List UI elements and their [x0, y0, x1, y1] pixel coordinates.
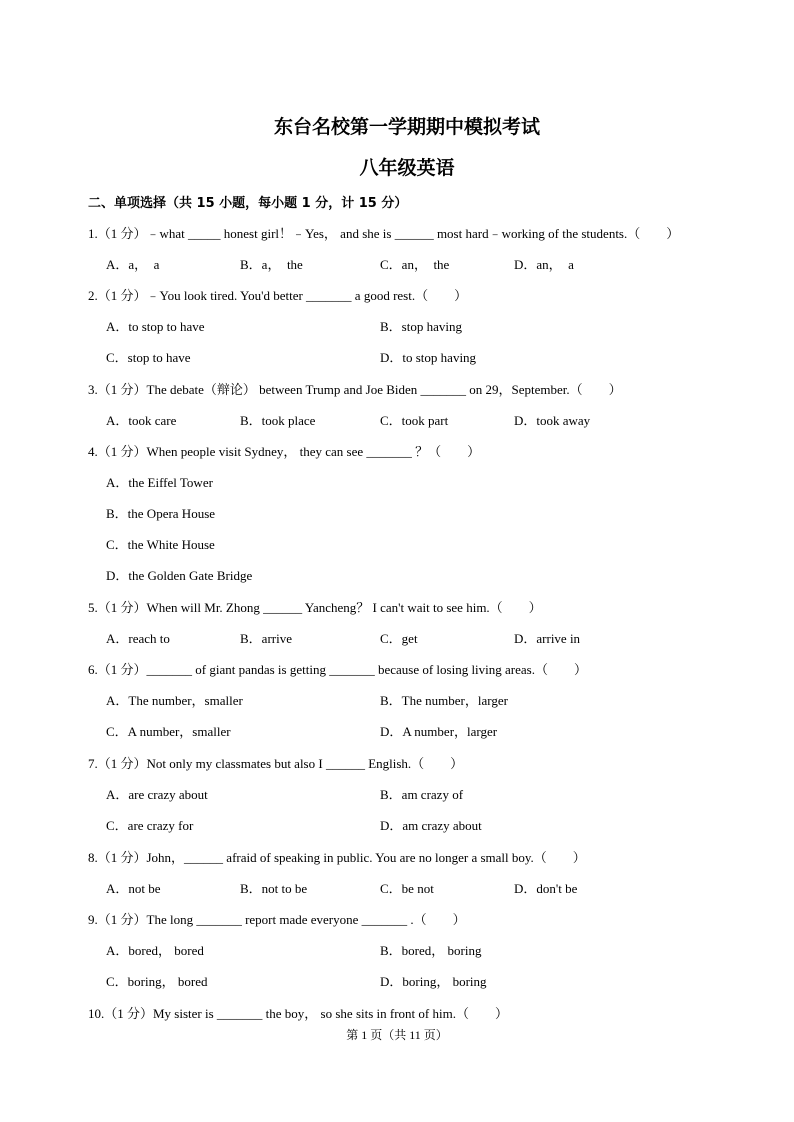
option-1-d: D．an， a [514, 257, 574, 272]
question-4: 4.（1 分）When people visit Sydney， they can see _______ ？（ ） [88, 444, 481, 459]
option-2-a: A．to stop to have [106, 319, 205, 334]
question-3: 3.（1 分）The debate（辩论） between Trump and Joe Biden _______ on 29，September.（ ） [88, 382, 622, 397]
option-3-d: D．took away [514, 413, 591, 428]
question-8: 8.（1 分）John，______ afraid of speaking in public. You are no longer a small boy.（ ） [88, 850, 586, 865]
option-2-b: B．stop having [380, 319, 462, 334]
option-8-d: D．don't be [514, 881, 578, 896]
option-7-a: A．are crazy about [106, 787, 208, 802]
option-3-a: A．took care [106, 413, 177, 428]
exam-title: 东台名校第一学期期中模拟考试 [273, 116, 540, 138]
option-4-b: B．the Opera House [106, 506, 216, 521]
option-4-c: C．the White House [106, 537, 215, 552]
option-1-c: C．an， the [380, 257, 450, 272]
question-6: 6.（1 分）_______ of giant pandas is getting _______ because of losing living areas.（ ） [88, 662, 587, 677]
page-footer: 第 1 页（共 11 页） [346, 1028, 448, 1042]
option-2-c: C．stop to have [106, 350, 191, 365]
question-9: 9.（1 分）The long _______ report made everyone _______ .（ ） [88, 912, 466, 927]
question-7: 7.（1 分）Not only my classmates but also I ______ English.（ ） [88, 756, 464, 771]
option-7-b: B．am crazy of [380, 787, 464, 802]
exam-subtitle: 八年级英语 [359, 157, 455, 179]
option-9-d: D．boring， boring [380, 974, 487, 989]
option-6-b: B．The number，larger [380, 693, 508, 708]
option-9-a: A．bored， bored [106, 943, 204, 958]
question-5: 5.（1 分）When will Mr. Zhong ______ Yancheng？ I can't wait to see him.（ ） [88, 600, 542, 615]
option-9-b: B．bored， boring [380, 943, 482, 958]
option-8-a: A．not be [106, 881, 161, 896]
option-3-b: B．took place [240, 413, 316, 428]
option-2-d: D．to stop having [380, 350, 477, 365]
question-1: 1.（1 分）﹣what _____ honest girl！﹣Yes， and she is ______ most hard﹣working of the students.（ ） [88, 226, 680, 241]
option-6-d: D．A number，larger [380, 724, 498, 739]
option-5-a: A．reach to [106, 631, 170, 646]
section-heading: 二、单项选择（共 15 小题，每小题 1 分，计 15 分） [88, 196, 408, 211]
option-6-a: A．The number，smaller [106, 693, 243, 708]
option-4-a: A．the Eiffel Tower [106, 475, 213, 490]
option-8-c: C．be not [380, 881, 434, 896]
option-1-a: A．a， a [106, 257, 160, 272]
option-5-d: D．arrive in [514, 631, 581, 646]
option-6-c: C．A number，smaller [106, 724, 231, 739]
option-5-c: C．get [380, 631, 418, 646]
question-10: 10.（1 分）My sister is _______ the boy， so she sits in front of him.（ ） [88, 1006, 508, 1021]
option-8-b: B．not to be [240, 881, 308, 896]
option-7-d: D．am crazy about [380, 818, 482, 833]
option-3-c: C．took part [380, 413, 449, 428]
option-7-c: C．are crazy for [106, 818, 194, 833]
question-2: 2.（1 分）﹣You look tired. You'd better _______ a good rest.（ ） [88, 288, 468, 303]
option-9-c: C．boring， bored [106, 974, 208, 989]
option-1-b: B．a， the [240, 257, 303, 272]
option-5-b: B．arrive [240, 631, 292, 646]
option-4-d: D．the Golden Gate Bridge [106, 568, 253, 583]
